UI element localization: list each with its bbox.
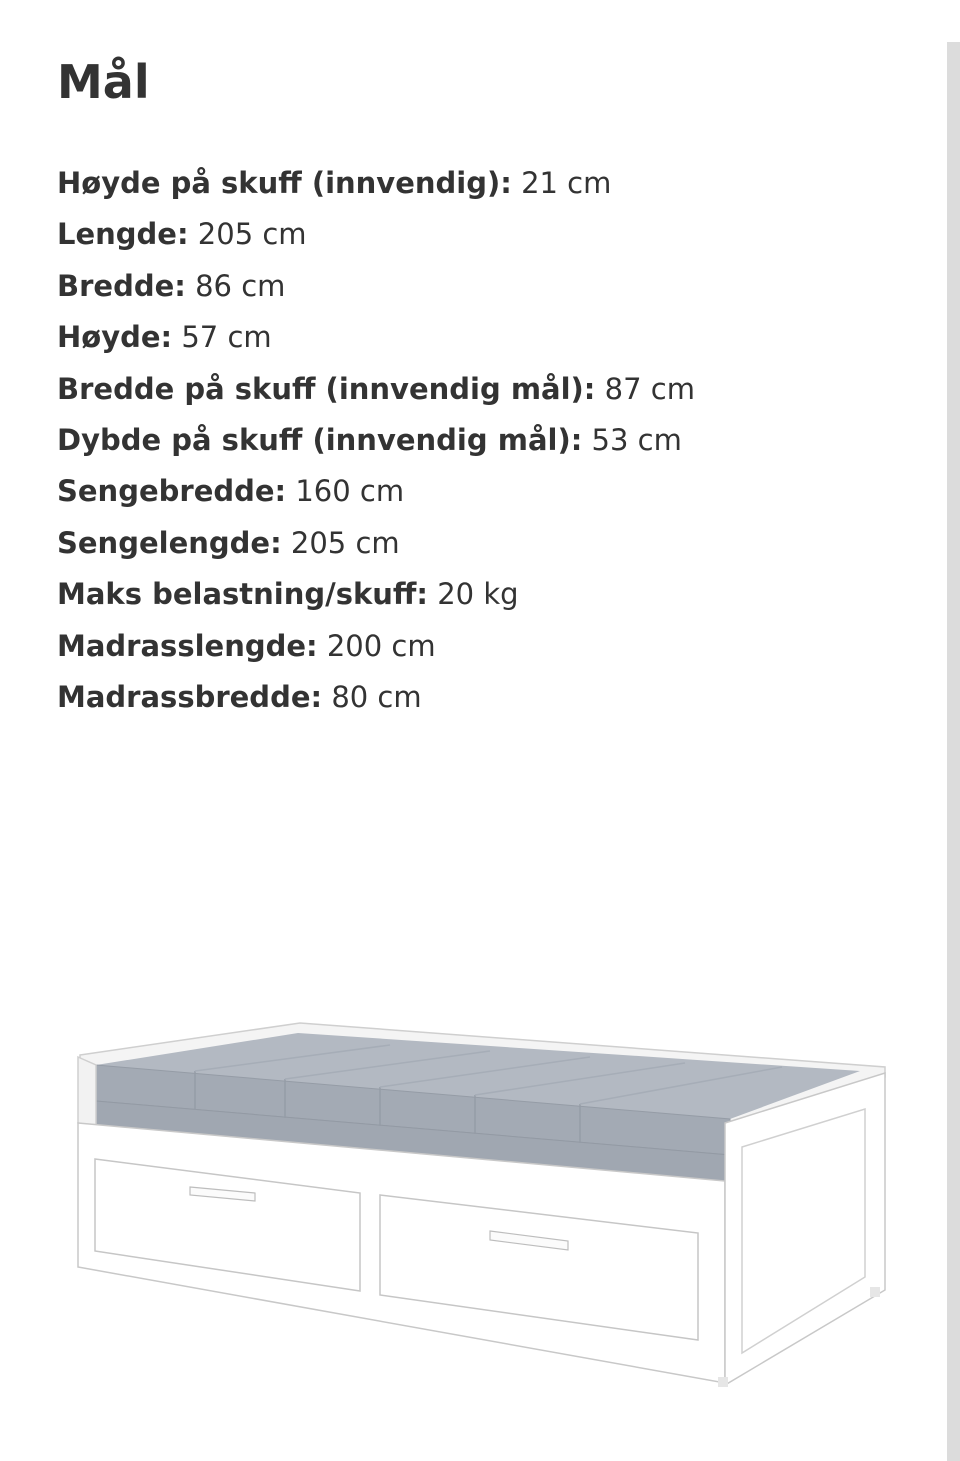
dimension-row — [57, 569, 695, 620]
dimension-row — [57, 158, 695, 209]
dimension-value: 53 cm — [591, 422, 682, 457]
dimension-row — [57, 415, 695, 466]
dimension-row — [57, 261, 695, 312]
scrollbar[interactable] — [947, 42, 960, 1461]
dimension-label: Madrassbredde: — [57, 679, 323, 714]
dimension-list — [57, 158, 695, 723]
dimension-value: 200 cm — [326, 628, 436, 663]
dimension-label: Bredde: — [57, 268, 186, 303]
dimension-value: 205 cm — [290, 525, 400, 560]
dimension-value: 160 cm — [295, 474, 405, 509]
dimension-row — [57, 518, 695, 569]
dimension-row — [57, 209, 695, 260]
section-title: Mål — [57, 55, 150, 109]
dimension-label: Bredde på skuff (innvendig mål): — [57, 371, 596, 406]
dimension-row — [57, 621, 695, 672]
dimension-label: Høyde: — [57, 320, 173, 355]
dimension-value: 57 cm — [181, 320, 272, 355]
dimension-value: 205 cm — [197, 217, 307, 252]
dimension-label: Høyde på skuff (innvendig): — [57, 166, 512, 200]
dimension-row — [57, 364, 695, 415]
dimension-value: 86 cm — [195, 268, 286, 303]
dimension-value: 87 cm — [604, 371, 695, 406]
dimension-value: 80 cm — [331, 679, 422, 714]
dimension-label: Dybde på skuff (innvendig mål): — [57, 422, 583, 457]
dimension-row — [57, 466, 695, 517]
dimension-label: Maks belastning/skuff: — [57, 577, 428, 612]
daybed-product-image — [70, 1005, 900, 1405]
dimension-label: Sengelengde: — [57, 525, 282, 560]
dimension-label: Sengebredde: — [57, 474, 287, 509]
dimension-value: 21 cm — [521, 166, 612, 200]
dimension-value: 20 kg — [437, 577, 519, 612]
dimension-label: Lengde: — [57, 217, 189, 252]
dimension-row — [57, 672, 695, 723]
dimension-label: Madrasslengde: — [57, 628, 318, 663]
dimension-row — [57, 312, 695, 363]
